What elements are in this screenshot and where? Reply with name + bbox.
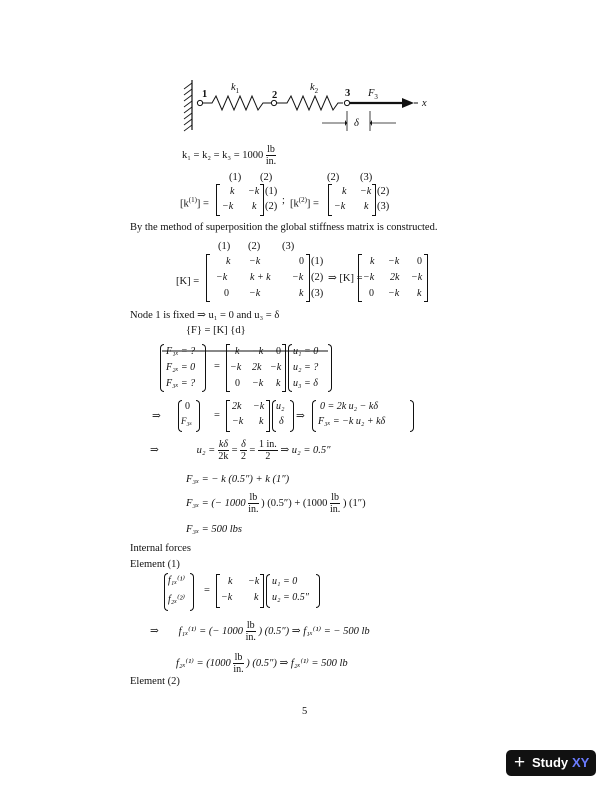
stiffness-equation <box>182 144 276 167</box>
studyxy-logo <box>506 750 596 776</box>
k1-matrix: k −k −k k <box>216 184 264 216</box>
badge-study-text: Study <box>532 755 569 770</box>
k2-row-label-1: (2) <box>377 186 390 197</box>
boundary-conditions: Node 1 is fixed ⇒ u₁ = 0 and u₃ = δ <box>130 310 280 321</box>
displacement-vector: u₁ = 0 u₂ = ? u₃ = δ <box>288 344 332 392</box>
f1x-equation: ⇒ f₁ₓ⁽¹⁾ = (− 1000 $\frac{lb}{in.}$ ) (0.5″) ⇒ f₁ₓ⁽¹⁾ = − 500 lb <box>150 620 370 643</box>
fkd-equation: {F} = [K] {d} <box>186 325 246 336</box>
element1-displacement-vector: u₁ = 0 u₂ = 0.5″ <box>266 574 320 608</box>
reduced-equals: = <box>214 410 220 421</box>
global-col-label-2: (2) <box>248 241 261 252</box>
k2-col-label-1: (2) <box>327 172 340 183</box>
superposition-text: By the method of superposition the global stiffness matrix is constructed. <box>130 222 438 233</box>
unit-fraction: $\frac{lb}{in.}$ <box>265 144 277 167</box>
k1-row-label-2: (2) <box>265 201 278 212</box>
force-label: $F_3$ <box>368 88 378 102</box>
reduced-equations: 0 = 2k u₂ − kδ F₃ₓ = −k u₂ + kδ <box>312 400 414 432</box>
global-arrow: ⇒ [K] = <box>328 273 363 284</box>
system-equals: = <box>214 361 220 372</box>
node-3-label: 3 <box>345 88 351 99</box>
k2-row-label-2: (3) <box>377 201 390 212</box>
system-stiffness-matrix: k −k 0 −k 2k −k 0 −k k <box>226 344 286 392</box>
element1-stiffness-matrix: k −k −k k <box>216 574 264 608</box>
global-col-label-1: (1) <box>218 241 231 252</box>
reduced-force-vector: 0 F₃ₓ <box>178 400 200 432</box>
k1-row-label-1: (1) <box>265 186 278 197</box>
reduced-stiffness-matrix: 2k −k −k k <box>226 400 270 432</box>
element1-equals: = <box>204 585 210 596</box>
matrix-separator: ; <box>282 195 285 206</box>
badge-xy-text: XY <box>572 755 590 770</box>
k2-matrix-label: $[k^{(2)}]$ = <box>290 196 319 210</box>
k1-matrix-label: $[k^{(1)}]$ = <box>180 196 209 210</box>
element-1-heading: Element (1) <box>130 559 180 570</box>
element-2-heading: Element (2) <box>130 676 180 687</box>
reduced-arrow: ⇒ <box>152 411 161 422</box>
k2-col-label-2: (3) <box>360 172 373 183</box>
k1-col-label-2: (2) <box>260 172 273 183</box>
global-assembly-matrix: k −k 0 −k k + k −k 0 −k k <box>206 254 310 302</box>
axis-x-label: x <box>422 98 427 109</box>
f2x-equation: f₂ₓ⁽¹⁾ = (1000 $\frac{lb}{in.}$ ) (0.5″) ⇒ f₂ₓ⁽¹⁾ = 500 lb <box>176 652 348 675</box>
stiffness-lhs: k₁ = k₂ = k₃ = 1000 <box>182 149 264 161</box>
f3x-step-1: F₃ₓ = − k (0.5″) + k (1″) <box>186 474 290 485</box>
reduced-displacement-vector: u₂ δ <box>272 400 294 432</box>
delta-label: δ <box>354 118 359 129</box>
k1-label: $k_1$ <box>231 82 240 96</box>
f3x-step-2: F₃ₓ = (− 1000 $\frac{lb}{in.}$ ) (0.5″) + (1000 $\frac{lb}{in.}$ ) (1″) <box>186 492 366 515</box>
k1-col-label-1: (1) <box>229 172 242 183</box>
node-2-label: 2 <box>272 90 278 101</box>
plus-icon: + <box>514 752 526 773</box>
reduced-arrow-2: ⇒ <box>296 411 305 422</box>
force-vector: F₁ₓ = ? F₂ₓ = 0 F₃ₓ = ? <box>160 344 206 392</box>
global-stiffness-matrix: k −k 0 −k 2k −k 0 −k k <box>358 254 428 302</box>
global-row-label-3: (3) <box>311 288 324 299</box>
global-row-label-1: (1) <box>311 256 324 267</box>
k2-matrix: k −k −k k <box>328 184 376 216</box>
node-1-label: 1 <box>202 89 208 100</box>
page-number: 5 <box>302 706 308 717</box>
global-col-label-3: (3) <box>282 241 295 252</box>
f3x-result: F₃ₓ = 500 lbs <box>186 524 243 535</box>
element1-force-vector: f₁ₓ⁽¹⁾ f₂ₓ⁽²⁾ <box>164 573 194 611</box>
k2-label: $k_2$ <box>310 82 319 96</box>
global-row-label-2: (2) <box>311 272 324 283</box>
global-matrix-label: [K] = <box>176 276 200 287</box>
u2-equation: ⇒ u₂ = $\frac{k\delta}{2k}$ = $\frac{\delta}{2}$ = $\frac{1 in.}{2}$ ⇒ u₂ = 0.5″ <box>150 439 331 462</box>
internal-forces-heading: Internal forces <box>130 543 191 554</box>
